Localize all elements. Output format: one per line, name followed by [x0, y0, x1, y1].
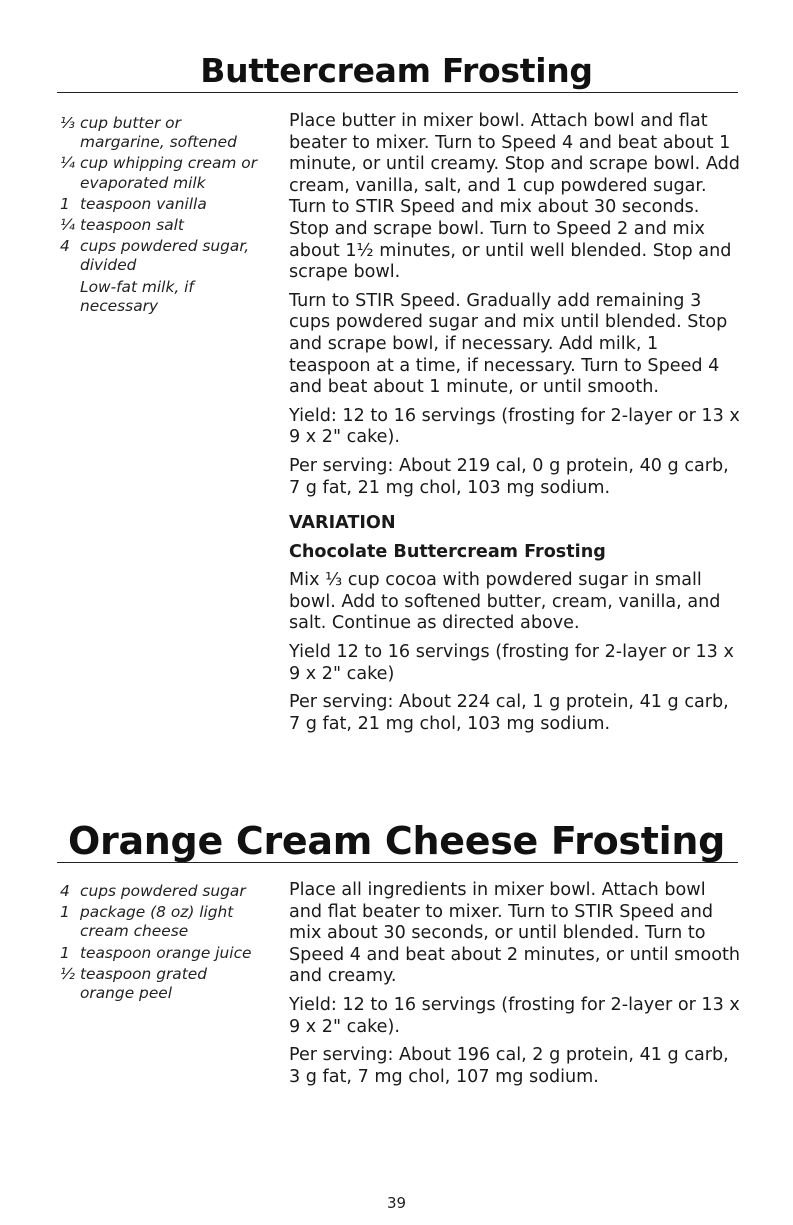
ingredient-item: 1 teaspoon vanilla — [60, 194, 207, 213]
ingredient-item: Low-fat milk, if necessary — [80, 277, 194, 315]
variation-yield: Yield 12 to 16 servings (frosting for 2-layer or 13 x 9 x 2" cake) — [289, 642, 734, 684]
direction-paragraph: Place all ingredients in mixer bowl. Attach bowl and flat beater to mixer. Turn to STIR Speed and mix about 30 seconds, or until blended. Turn to Speed 4 and beat about 2 minutes, or until smooth and creamy. — [289, 880, 741, 987]
title-divider — [57, 92, 738, 93]
ingredient-item: ¼ teaspoon salt — [60, 216, 184, 235]
nutrition-text: Per serving: About 196 cal, 2 g protein, 41 g carb, 3 g fat, 7 mg chol, 107 mg sodium. — [289, 1045, 729, 1087]
recipe-title: Orange Cream Cheese Frosting — [68, 819, 725, 863]
ingredient-item: ¼ cup whipping cream or evaporated milk — [60, 154, 258, 192]
ingredient-item: ½ teaspoon grated orange peel — [60, 964, 208, 1003]
direction-paragraph: Place butter in mixer bowl. Attach bowl and flat beater to mixer. Turn to Speed 4 and beat about 1 minute, or until creamy. Stop and scrape bowl. Add cream, vanilla, salt, and 1 cup powdered sugar. Turn to STIR Speed and mix about 30 seconds. Stop and scrape bowl. Turn to Speed 2 and mix about 1½ minutes, or until well blended. Stop and scrape bowl. — [289, 111, 740, 283]
yield-text: Yield: 12 to 16 servings (frosting for 2-layer or 13 x 9 x 2" cake). — [289, 405, 740, 448]
ingredient-item: 1 package (8 oz) light cream cheese — [60, 903, 234, 941]
variation-title: Chocolate Buttercream Frosting — [289, 541, 606, 562]
title-divider — [57, 862, 738, 863]
directions — [289, 880, 741, 1095]
recipe-title: Buttercream Frosting — [200, 51, 593, 90]
variation-label: VARIATION — [289, 513, 396, 534]
variation-nutrition: Per serving: About 224 cal, 1 g protein, 41 g carb, 7 g fat, 21 mg chol, 103 mg sodium. — [289, 692, 729, 734]
direction-paragraph: Turn to STIR Speed. Gradually add remaining 3 cups powdered sugar and mix until blended. Stop and scrape bowl, if necessary. Add milk, 1 teaspoon at a time, if necessary. Turn to Speed 4 and beat about 1 minute, or until smooth. — [289, 290, 728, 398]
ingredient-item: ⅓ cup butter or margarine, softened — [60, 114, 237, 152]
directions — [289, 111, 741, 742]
ingredient-item: 1 teaspoon orange juice — [60, 943, 252, 962]
yield-text: Yield: 12 to 16 servings (frosting for 2-layer or 13 x 9 x 2" cake). — [289, 994, 740, 1037]
variation-paragraph: Mix ⅓ cup cocoa with powdered sugar in small bowl. Add to softened butter, cream, vanilla, and salt. Continue as directed above. — [289, 570, 721, 634]
ingredient-item: 4 cups powdered sugar — [60, 882, 246, 900]
nutrition-text: Per serving: About 219 cal, 0 g protein, 40 g carb, 7 g fat, 21 mg chol, 103 mg sodium. — [289, 455, 729, 498]
ingredient-list — [60, 882, 270, 1005]
page-number: 39 — [386, 1194, 407, 1212]
ingredient-item: 4 cups powdered sugar, divided — [60, 237, 250, 275]
ingredient-list — [60, 114, 270, 318]
